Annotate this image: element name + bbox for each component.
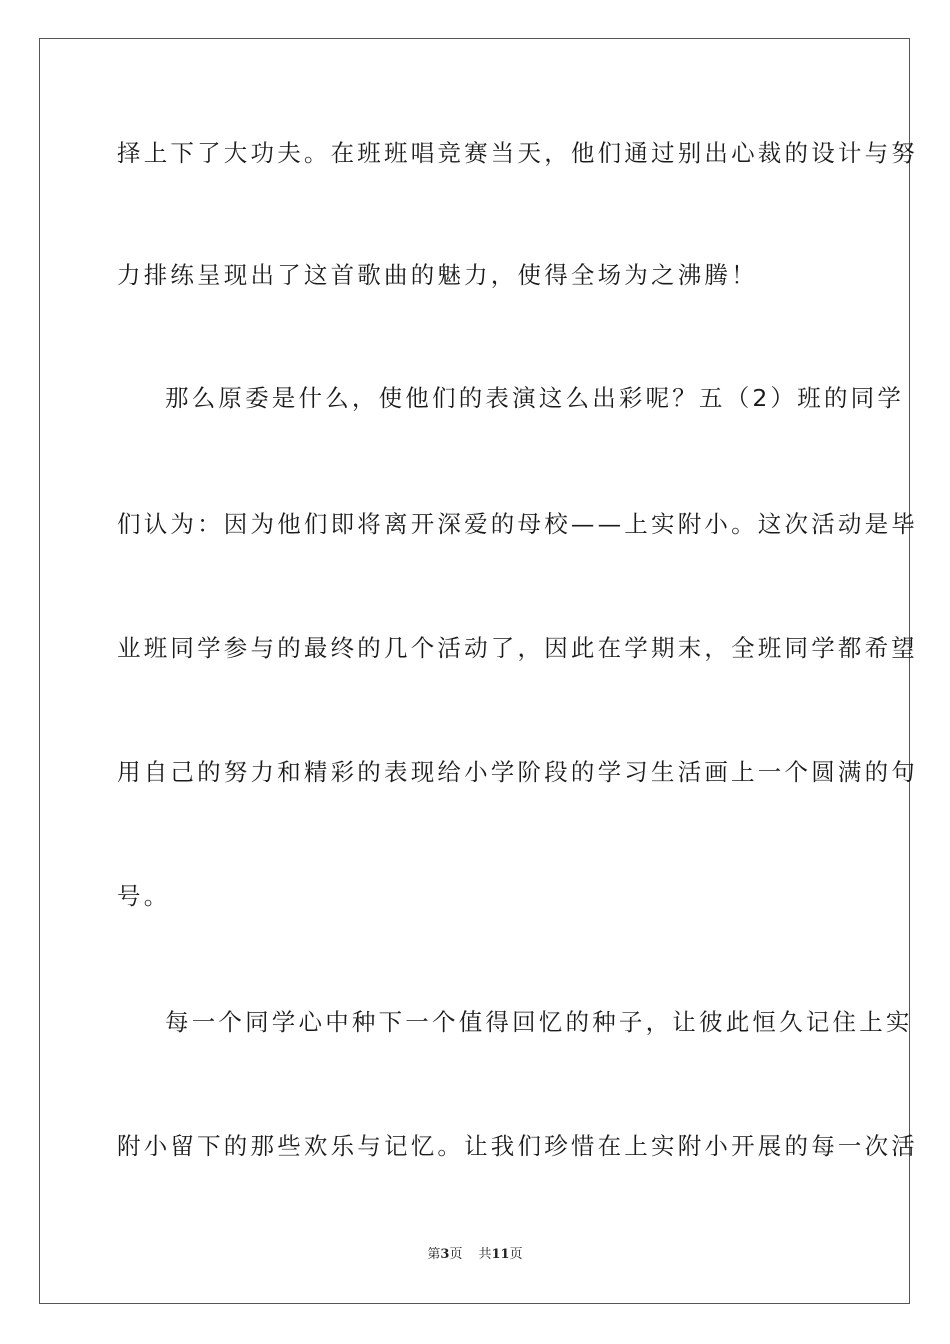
body-line-9: 附小留下的那些欢乐与记忆。让我们珍惜在上实附小开展的每一次活: [117, 1132, 918, 1160]
body-line-5: 业班同学参与的最终的几个活动了，因此在学期末，全班同学都希望: [117, 634, 918, 662]
body-line-2: 力排练呈现出了这首歌曲的魅力，使得全场为之沸腾！: [117, 261, 758, 289]
footer-page-current: 3: [440, 1247, 450, 1262]
body-line-6: 用自己的努力和精彩的表现给小学阶段的学习生活画上一个圆满的句: [117, 758, 918, 786]
body-line-4: 们认为：因为他们即将离开深爱的母校——上实附小。这次活动是毕: [117, 510, 918, 538]
footer-total-unit: 页: [509, 1247, 523, 1262]
footer-page-unit: 页: [449, 1247, 463, 1262]
footer-total-prefix: 共: [478, 1247, 492, 1262]
body-line-3: 那么原委是什么，使他们的表演这么出彩呢？五（2）班的同学: [165, 384, 905, 412]
body-line-8: 每一个同学心中种下一个值得回忆的种子，让彼此恒久记住上实: [165, 1008, 913, 1036]
page-footer: [0, 1246, 950, 1264]
footer-page-total: 11: [491, 1247, 510, 1262]
footer-page-prefix: 第: [427, 1247, 441, 1262]
body-line-1: 择上下了大功夫。在班班唱竞赛当天，他们通过别出心裁的设计与努: [117, 139, 918, 167]
body-line-7: 号。: [117, 882, 171, 910]
page-frame: [39, 38, 918, 1304]
